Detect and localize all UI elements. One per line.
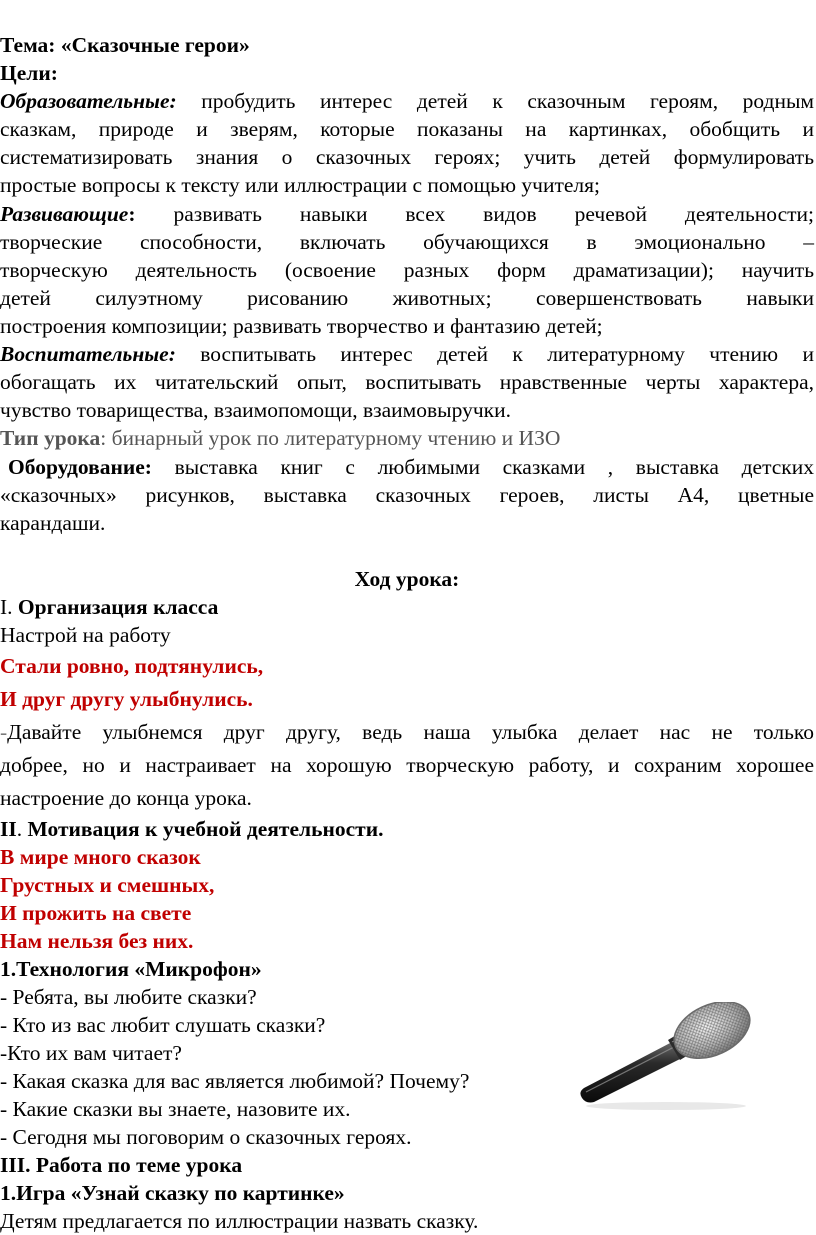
goals-heading: Цели: [0,61,58,85]
educational-line-4: простые вопросы к тексту или иллюстрации с помощью учителя; [0,173,600,197]
section2-poem-line-2: Грустных и смешных, [0,873,215,897]
section1-text-line-3: настроение до конца урока. [0,786,252,810]
equipment-line-1: Оборудование: выставка книг с любимыми сказками , выставка детских [8,455,815,479]
lesson-flow-title: Ход урока: [354,567,460,591]
section3-heading: III. Работа по теме урока [0,1153,243,1177]
equipment-line-3: карандаши. [0,511,106,535]
section2-poem-line-3: И прожить на свете [0,901,192,925]
equipment-label: Оборудование: [8,455,152,479]
section2-poem-line-4: Нам нельзя без них. [0,929,194,953]
upbringing-line-3: чувство товарищества, взаимопомощи, взаимовыручки. [0,398,511,422]
educational-line-3: систематизировать знания о сказочных героях; учить детей формулировать [0,145,814,169]
upbringing-label: Воспитательные: [0,342,176,366]
educational-line-1: Образовательные: пробудить интерес детей к сказочным героям, родным [0,89,814,113]
game-instruction: Детям предлагается по иллюстрации назвать сказку. [0,1209,479,1233]
section1-poem-line-1: Стали ровно, подтянулись, [0,654,264,678]
topic-heading: Тема: «Сказочные герои» [0,33,250,57]
question-6: - Сегодня мы поговорим о сказочных героях. [0,1125,412,1149]
game-title: 1.Игра «Узнай сказку по картинке» [0,1181,345,1205]
section1-poem-line-2: И друг другу улыбнулись. [0,687,253,711]
upbringing-line-1: Воспитательные: воспитывать интерес детей к литературному чтению и [0,342,814,366]
microphone-icon [576,1002,756,1112]
developmental-line-4: детей силуэтному рисованию животных; совершенствовать навыки [0,286,814,310]
developmental-label: Развивающие [0,202,129,226]
developmental-label-wrap: Развивающие: [0,202,136,226]
developmental-line-2: творческие способности, включать обучающихся в эмоционально – [0,230,814,254]
question-5: - Какие сказки вы знаете, назовите их. [0,1097,351,1121]
question-1: - Ребята, вы любите сказки? [0,985,257,1009]
section2-poem-line-1: В мире много сказок [0,845,201,869]
section1-text-line-2: добрее, но и настраивает на хорошую творческую работу, и сохраним хорошее [0,753,814,777]
developmental-line-1: Развивающие: развивать навыки всех видов речевой деятельности; [0,202,814,226]
question-4: - Какая сказка для вас является любимой? Почему? [0,1069,470,1093]
section1-heading: I. Организация класса [0,595,219,619]
educational-line-2: сказкам, природе и зверям, которые показаны на картинках, обобщить и [0,117,814,141]
section2-heading: II. Мотивация к учебной деятельности. [0,817,384,841]
upbringing-line-2: обогащать их читательский опыт, воспитывать нравственные черты характера, [0,370,814,394]
lesson-type-line: Тип урока: бинарный урок по литературному чтению и ИЗО [0,426,561,450]
microphone-technology-title: 1.Технология «Микрофон» [0,957,262,981]
section1-intro: Настрой на работу [0,623,171,647]
lesson-type-label: Тип урока [0,426,101,450]
section1-text-line-1: -Давайте улыбнемся друг другу, ведь наша улыбка делает нас не только [0,720,814,744]
developmental-line-5: построения композиции; развивать творчество и фантазию детей; [0,314,603,338]
equipment-line-2: «сказочных» рисунков, выставка сказочных героев, листы А4, цветные [0,483,814,507]
question-3: -Кто их вам читает? [0,1041,182,1065]
educational-label: Образовательные: [0,89,177,113]
developmental-line-3: творческую деятельность (освоение разных форм драматизации); научить [0,258,814,282]
question-2: - Кто из вас любит слушать сказки? [0,1013,326,1037]
